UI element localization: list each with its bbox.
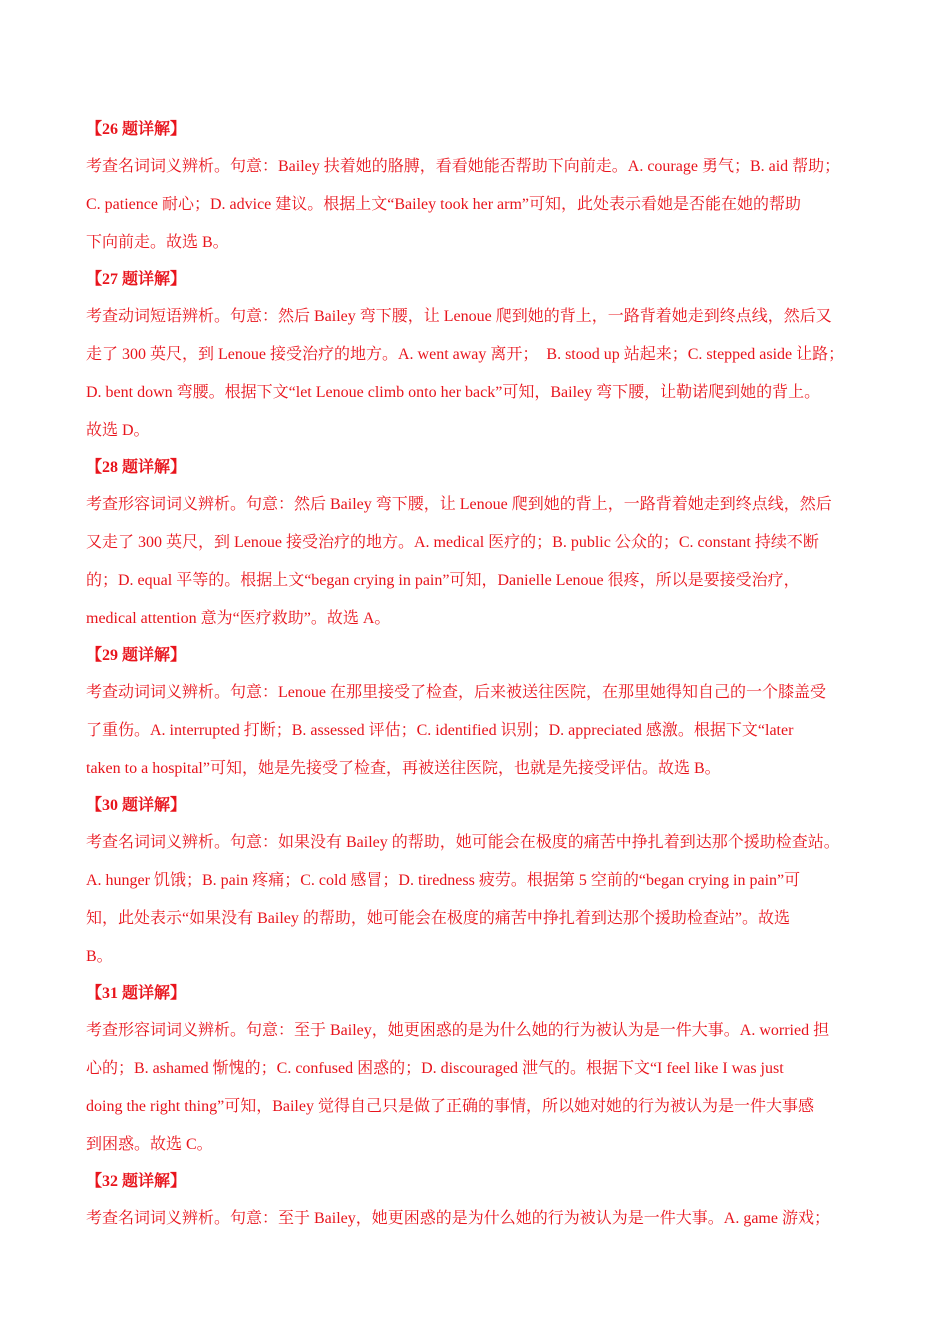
paragraph-line: medical attention 意为“医疗救助”。故选 A。 [86,610,391,627]
section-32 [86,1164,870,1238]
paragraph-line: 考查形容词词义辨析。句意：然后 Bailey 弯下腰，让 Lenoue 爬到她的背上，一路背着她走到终点线，然后 [86,496,832,513]
paragraph-line: 考查动词词义辨析。句意：Lenoue 在那里接受了检查，后来被送往医院，在那里她得知自己的一个膝盖受 [86,684,826,701]
paragraph-line: 考查名词词义辨析。句意：如果没有 Bailey 的帮助，她可能会在极度的痛苦中挣扎着到达那个援助检查站。 [86,834,840,851]
section-heading: 【29 题详解】 [86,647,187,664]
paragraph-line: taken to a hospital”可知，她是先接受了检查，再被送往医院，也就是先接受评估。故选 B。 [86,760,721,777]
section-28 [86,450,870,638]
section-heading: 【32 题详解】 [86,1173,187,1190]
section-26 [86,112,870,262]
section-heading: 【28 题详解】 [86,459,187,476]
paragraph-line: 的；D. equal 平等的。根据上文“began crying in pain”可知，Danielle Lenoue 很疼，所以是要接受治疗， [86,572,800,589]
section-29 [86,638,870,788]
document-page [86,112,870,1238]
paragraph-line: 考查动词短语辨析。句意：然后 Bailey 弯下腰，让 Lenoue 爬到她的背上，一路背着她走到终点线，然后又 [86,308,832,325]
paragraph-line: 心的；B. ashamed 惭愧的；C. confused 困惑的；D. discouraged 泄气的。根据下文“I feel like I was just [86,1060,784,1077]
paragraph-line: 故选 D。 [86,422,150,439]
paragraph-line: D. bent down 弯腰。根据下文“let Lenoue climb onto her back”可知，Bailey 弯下腰，让勒诺爬到她的背上。 [86,384,821,401]
paragraph-line: 考查名词词义辨析。句意：至于 Bailey，她更困惑的是为什么她的行为被认为是一件大事。A. game 游戏； [86,1210,830,1227]
paragraph-line: 走了 300 英尺，到 Lenoue 接受治疗的地方。A. went away 离开； B. stood up 站起来；C. stepped aside 让路； [86,346,845,363]
paragraph-line: 考查名词词义辨析。句意：Bailey 扶着她的胳膊，看看她能否帮助下向前走。A. courage 勇气；B. aid 帮助； [86,158,841,175]
section-heading: 【31 题详解】 [86,985,187,1002]
paragraph-line: 考查形容词词义辨析。句意：至于 Bailey，她更困惑的是为什么她的行为被认为是一件大事。A. worried 担 [86,1022,830,1039]
section-27 [86,262,870,450]
section-heading: 【26 题详解】 [86,121,187,138]
paragraph-line: 了重伤。A. interrupted 打断；B. assessed 评估；C. identified 识别；D. appreciated 感激。根据下文“later [86,722,794,739]
paragraph-line: C. patience 耐心；D. advice 建议。根据上文“Bailey took her arm”可知，此处表示看她是否能在她的帮助 [86,196,801,213]
paragraph-line: B。 [86,948,113,965]
paragraph-line: 下向前走。故选 B。 [86,234,229,251]
section-31 [86,976,870,1164]
paragraph-line: 又走了 300 英尺，到 Lenoue 接受治疗的地方。A. medical 医疗的；B. public 公众的；C. constant 持续不断 [86,534,819,551]
paragraph-line: 到困惑。故选 C。 [86,1136,213,1153]
section-30 [86,788,870,976]
paragraph-line: 知，此处表示“如果没有 Bailey 的帮助，她可能会在极度的痛苦中挣扎着到达那个援助检查站”。故选 [86,910,790,927]
paragraph-line: A. hunger 饥饿；B. pain 疼痛；C. cold 感冒；D. tiredness 疲劳。根据第 5 空前的“began crying in pain”可 [86,872,801,889]
paragraph-line: doing the right thing”可知，Bailey 觉得自己只是做了正确的事情，所以她对她的行为被认为是一件大事感 [86,1098,814,1115]
section-heading: 【27 题详解】 [86,271,187,288]
section-heading: 【30 题详解】 [86,797,187,814]
